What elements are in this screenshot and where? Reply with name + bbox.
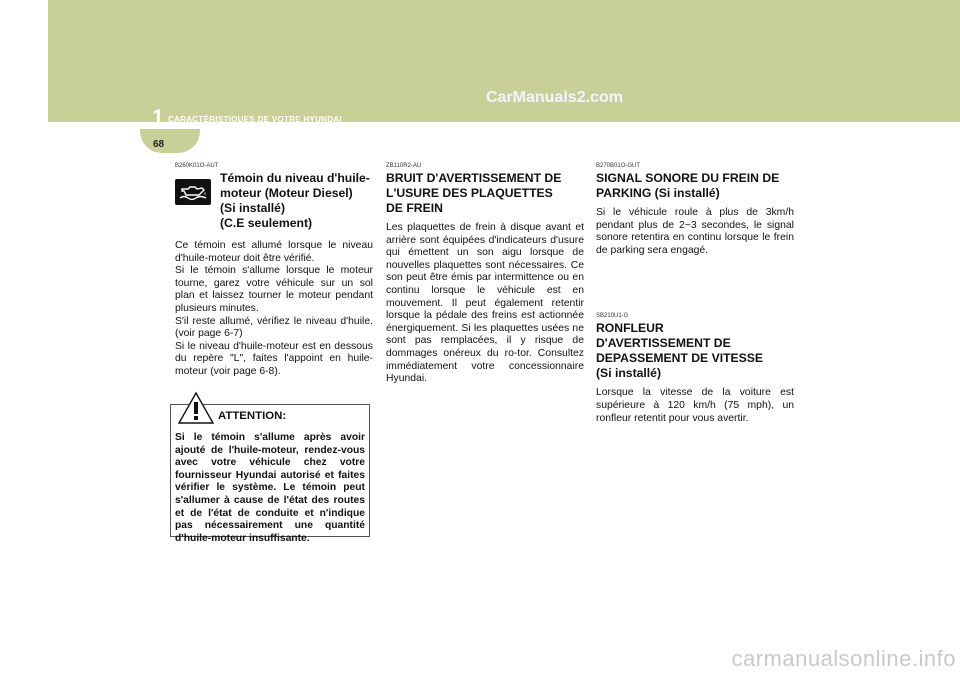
footer-logo-text[interactable]: carmanualsonline.info [731,646,956,671]
heading-line: D'AVERTISSEMENT DE [596,336,731,351]
body-paragraph: Si le niveau d'huile-moteur est en dessous du repère "L", faites l'appoint en huile-moteur (voir page 6-8). [175,340,373,377]
parking-brake-heading [596,171,794,201]
speed-warning-heading [596,321,794,381]
column-parking-and-speed [596,163,794,425]
page-number: 68 [153,139,165,150]
heading-line: (Si installé) [596,366,662,381]
column-brake-pad-noise [386,163,584,386]
heading-line: BRUIT D'AVERTISSEMENT DE [386,171,562,185]
body-paragraph: Les plaquettes de frein à disque avant et arrière sont équipées d'indicateurs d'usure qui émettent un son aigu lorsque de nouvelles plaquettes sont nécessaires. Ce son peut être émis par intermittence ou en continu lorsque le véhicule est en mouvement. Il peut également retentir lorsque la pédale des freins est actionnée énergiquement. Si les plaquettes usées ne sont pas remplacées, il y risque de dommages onéreux du ro-tor. Consultez immédiatement votre concessionnaire Hyundai. [386,222,584,385]
body-paragraph: S'il reste allumé, vérifiez le niveau d'huile. (voir page 6-7) [175,315,373,340]
section-code: SB210U1-G [596,313,629,320]
oil-level-lamp-icon [175,179,211,205]
heading-line: SIGNAL SONORE DU FREIN DE [596,171,780,185]
heading-line: Témoin du niveau d'huile- [220,171,370,185]
chapter-number: 1 [152,106,164,129]
watermark-text[interactable]: CarManuals2.com [486,89,623,106]
heading-line: DE FREIN [386,201,443,215]
heading-line: DEPASSEMENT DE VITESSE [596,351,764,366]
heading-line: RONFLEUR [596,321,664,336]
brake-pad-heading [386,171,584,216]
body-paragraph: Si le véhicule roule à plus de 3km/h pendant plus de 2~3 secondes, le signal sonore retentira en continu lorsque le frein de parking sera engagé. [596,207,794,256]
section-code: ZB110R2-AU [386,163,422,169]
page-number-tab [140,129,200,153]
lamp-heading-row [175,171,373,231]
heading-line: L'USURE DES PLAQUETTES [386,186,553,200]
heading-line: PARKING (Si installé) [596,186,720,200]
warning-title: ATTENTION: [218,410,287,422]
section-code: B270B01O-GUT [596,163,641,169]
heading-line: (C.E seulement) [220,216,313,230]
body-paragraph: Si le témoin s'allume lorsque le moteur tourne, garez votre véhicule sur un sol plan et laissez tourner le moteur pendant plusieurs minutes. [175,265,373,314]
column-oil-level [175,163,373,379]
body-paragraph: Lorsque la vitesse de la voiture est supérieure à 120 km/h (75 mph), un ronfleur retentit pour vous avertir. [596,387,794,424]
warning-box [170,404,370,544]
warning-triangle-icon [177,391,215,430]
heading-line: moteur (Moteur Diesel) [220,186,353,200]
chapter-title: CARACTÉRISTIQUES DE VOTRE HYUNDAI [168,115,342,124]
heading-line: (Si installé) [220,201,286,215]
body-paragraph: Ce témoin est allumé lorsque le niveau d'huile-moteur doit être vérifié. [175,240,373,264]
section-code: B260K01O-AUT [175,163,219,169]
warning-text: Si le témoin s'allume après avoir ajouté de l'huile-moteur, rendez-vous avec votre véhicule chez votre fournisseur Hyundai autorisé et faites vérifier le système. Le témoin peut s'allumer à cause de l'état des routes et de l'état de conduite et n'indique pas nécessairement une quantité d'huile-moteur insuffisante. [175,432,365,544]
oil-level-heading [220,171,370,231]
